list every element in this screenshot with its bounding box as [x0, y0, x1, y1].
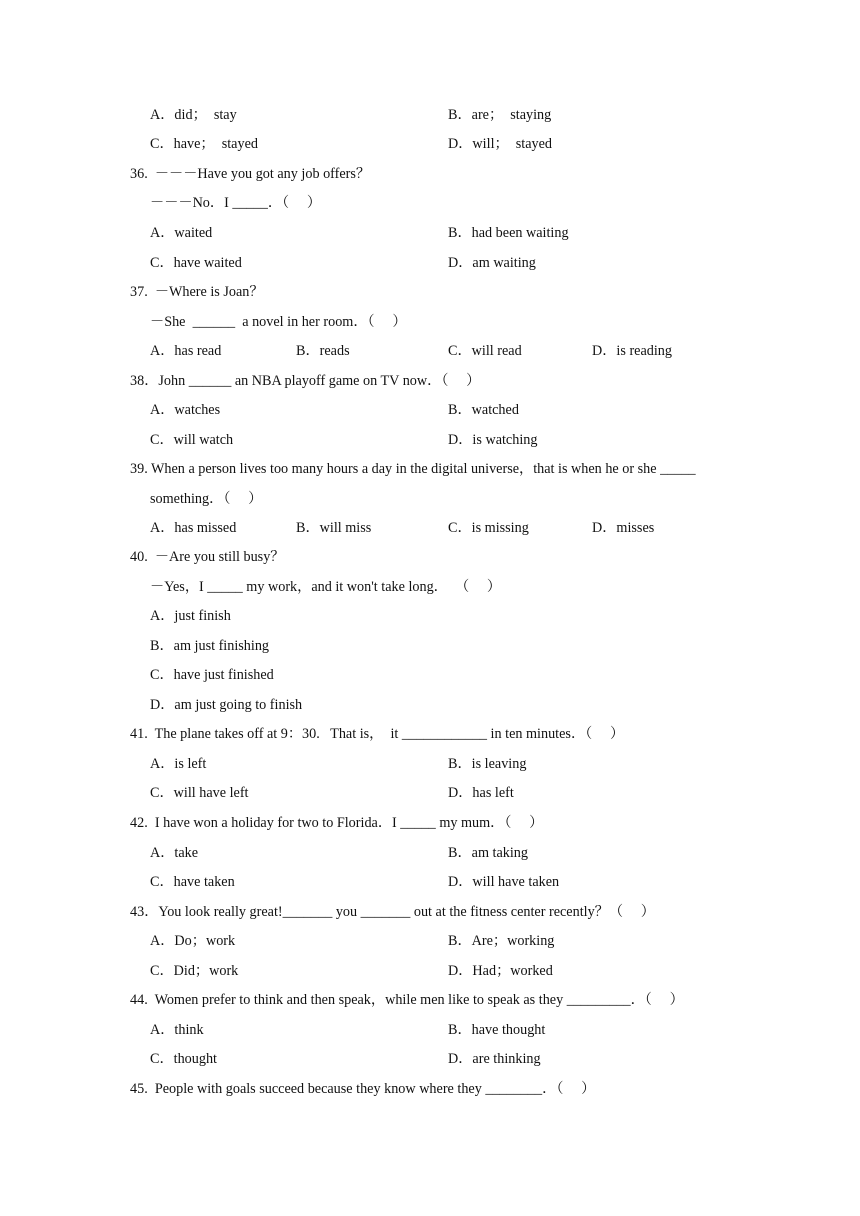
q44-option-b: B．have thought: [448, 1022, 546, 1038]
q36-option-d: D．am waiting: [448, 255, 536, 271]
q37-stem: 37. －Where is Joan？: [130, 284, 264, 300]
q40-option-d: D．am just going to finish: [150, 697, 303, 713]
q41-option-c: C．will have left: [150, 785, 249, 801]
q40-stem: 40. －Are you still busy？: [130, 549, 285, 565]
q38-stem: 38．John ______ an NBA playoff game on TV now．（ ）: [130, 373, 481, 389]
q41-option-d: D．has left: [448, 785, 514, 801]
q35-option-d: D．will； stayed: [448, 136, 553, 152]
q41-stem: 41. The plane takes off at 9：30. That is， it ____________ in ten minutes．（ ）: [130, 726, 625, 742]
q43-stem: 43．You look really great!_______ you _______ out at the fitness center recently？（ ）: [130, 904, 655, 920]
q37-option-c: C．will read: [448, 343, 522, 359]
q43-option-d: D．Had；worked: [448, 963, 553, 979]
q38-option-b: B．watched: [448, 402, 519, 418]
q44-option-c: C．thought: [150, 1051, 218, 1067]
q37-option-b: B．reads: [296, 343, 350, 359]
q41-option-b: B．is leaving: [448, 756, 527, 772]
q36-option-b: B．had been waiting: [448, 225, 569, 241]
q36-answer-line: －－－No．I _____．（ ）: [150, 195, 322, 211]
q44-stem: 44. Women prefer to think and then speak，while men like to speak as they _________．（ ）: [130, 992, 684, 1008]
q36-stem: 36. －－－Have you got any job offers？: [130, 166, 371, 182]
q40-answer-line: －Yes，I _____ my work，and it won't take long． （ ）: [150, 579, 502, 595]
q39-stem-continued: something．（ ）: [150, 491, 263, 507]
q40-option-b: B．am just finishing: [150, 638, 270, 654]
q42-option-a: A．take: [150, 845, 199, 861]
q38-option-c: C．will watch: [150, 432, 234, 448]
q39-option-b: B．will miss: [296, 520, 372, 536]
q44-option-d: D．are thinking: [448, 1051, 541, 1067]
q42-option-d: D．will have taken: [448, 874, 560, 890]
q39-option-d: D．misses: [592, 520, 655, 536]
q35-option-c: C．have； stayed: [150, 136, 258, 152]
q40-option-a: A．just finish: [150, 608, 231, 624]
q41-option-a: A．is left: [150, 756, 207, 772]
q37-option-a: A．has read: [150, 343, 222, 359]
q42-option-b: B．am taking: [448, 845, 528, 861]
q43-option-b: B．Are；working: [448, 933, 555, 949]
q38-option-a: A．watches: [150, 402, 221, 418]
q43-option-a: A．Do；work: [150, 933, 236, 949]
q42-stem: 42. I have won a holiday for two to Florida．I _____ my mum．（ ）: [130, 815, 544, 831]
q43-option-c: C．Did；work: [150, 963, 239, 979]
q36-option-a: A．waited: [150, 225, 213, 241]
q39-stem: 39. When a person lives too many hours a day in the digital universe，that is when he or she _____: [130, 461, 696, 477]
q39-option-c: C．is missing: [448, 520, 529, 536]
q42-option-c: C．have taken: [150, 874, 235, 890]
q38-option-d: D．is watching: [448, 432, 538, 448]
q37-answer-line: －She ______ a novel in her room．（ ）: [150, 314, 407, 330]
q35-option-a: A．did； stay: [150, 107, 237, 123]
q39-option-a: A．has missed: [150, 520, 237, 536]
q37-option-d: D．is reading: [592, 343, 672, 359]
q44-option-a: A．think: [150, 1022, 204, 1038]
q36-option-c: C．have waited: [150, 255, 242, 271]
q35-option-b: B．are； staying: [448, 107, 552, 123]
q40-option-c: C．have just finished: [150, 667, 274, 683]
q45-stem: 45. People with goals succeed because they know where they ________．（ ）: [130, 1081, 596, 1097]
